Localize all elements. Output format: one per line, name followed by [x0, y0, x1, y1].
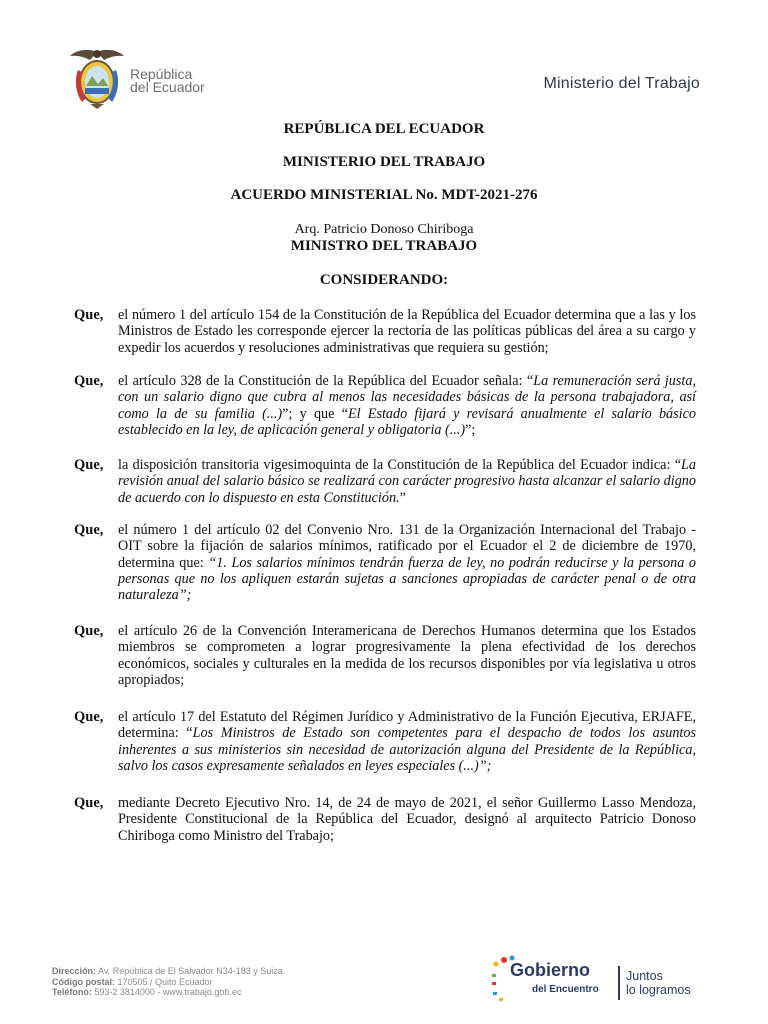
gov-logo-title: Gobierno [510, 960, 590, 980]
paragraph-text: ”; y que “ [282, 405, 348, 422]
phone-value: 593-2 3814000 - www.trabajo.gob.ec [94, 987, 242, 997]
que-label: Que, [74, 795, 104, 811]
republica-ecuador-logo [68, 46, 218, 110]
coat-of-arms-icon [68, 46, 126, 110]
postal-value: 170505 / Quito Ecuador [117, 976, 213, 987]
paragraph-text: el artículo 26 de la Convención Interamericana de Derechos Humanos determina que los Estados miembros se comprometen a lograr progresivamente la plena efectividad de los derechos económicos, sociales y culturales en la medida de los recursos disponibles por vía legislativa u otros apropiados; [118, 623, 696, 688]
considerando-paragraph-1 [74, 307, 696, 356]
logo-line-republica: República [130, 66, 193, 82]
considerando-paragraph-4 [74, 522, 696, 603]
quote-text: La remuneración será justa, con un salario digno que cubra al menos las necesidades básicas de la persona trabajadora, así como la de su familia (...) [118, 373, 696, 422]
paragraph-text: el número 1 del artículo 02 del Convenio Nro. 131 de la Organización Internacional del Trabajo - OIT sobre la fijación de salarios mínimos, ratificado por el Ecuador el 2 de diciembre de 1970, determina que: [118, 522, 696, 571]
quote-text: Los Ministros de Estado son competentes para el despacho de todos los asuntos inherentes a sus ministerios sin necesidad de autorización alguna del Presidente de la República, salvo los casos expresamente señalados en leyes especiales (...)”; [118, 725, 696, 774]
que-label: Que, [74, 307, 104, 323]
que-label: Que, [74, 457, 104, 473]
quote-text: El Estado fijará y revisará anualmente el salario básico establecido en la ley, de aplicación general y obligatoria (...) [118, 405, 697, 438]
quote-text: “1. Los salarios mínimos tendrán fuerza de ley, no podrán reducirse y la persona o personas que no los apliquen estarán sujetas a sanciones apropiadas de carácter penal o de otra naturaleza”; [118, 554, 696, 604]
paragraph-text: la disposición transitoria vigesimoquinta de la Constitución de la República del Ecuador indica: “ [118, 457, 682, 473]
que-label: Que, [74, 709, 104, 725]
paragraph-text: ” [399, 489, 406, 506]
ministry-title: MINISTERIO DEL TRABAJO [282, 154, 486, 170]
considerando-paragraph-2 [74, 373, 696, 438]
gov-logo-divider [618, 966, 620, 1000]
footer-address [52, 966, 285, 998]
que-label: Que, [74, 623, 104, 639]
gobierno-encuentro-logo [490, 952, 730, 1008]
agreement-number: ACUERDO MINISTERIAL No. MDT-2021-276 [230, 187, 538, 203]
que-label: Que, [74, 373, 104, 389]
paragraph-text: el artículo 17 del Estatuto del Régimen Jurídico y Administrativo de la Función Ejecutiva, ERJAFE, determina: “ [118, 709, 696, 742]
quote-text: La revisión anual del salario básico se realizará con carácter progresivo hasta alcanzar el salario digno de acuerdo con lo dispuesto en esta Constitución. [118, 457, 696, 506]
considerando-paragraph-3 [74, 457, 696, 506]
considerando-paragraph-7 [74, 795, 696, 844]
signatory-role: MINISTRO DEL TRABAJO [290, 238, 478, 254]
country-title: REPÚBLICA DEL ECUADOR [283, 121, 485, 137]
que-label: Que, [74, 522, 104, 538]
slogan-line-1: Juntos [626, 969, 663, 983]
signatory-name: Arq. Patricio Donoso Chiriboga [294, 222, 474, 237]
considering-heading: CONSIDERANDO: [319, 272, 449, 288]
considerando-paragraph-5 [74, 623, 696, 688]
paragraph-text: ”; [465, 421, 476, 438]
considerando-paragraph-6 [74, 709, 696, 774]
ministry-header-name: Ministerio del Trabajo [543, 75, 700, 92]
paragraph-text: mediante Decreto Ejecutivo Nro. 14, de 24 de mayo de 2021, el señor Guillermo Lasso Mendoza, Presidente Constitucional de la República del Ecuador, designó al arquitecto Patricio Donoso Chiriboga como Ministro del Trabajo; [118, 795, 696, 844]
postal-label: Código postal: [52, 976, 115, 987]
phone-label: Teléfono: [52, 987, 92, 997]
address-value: Av. República de El Salvador N34-183 y Suiza. [98, 966, 286, 976]
paragraph-text: el número 1 del artículo 154 de la Constitución de la República del Ecuador determina que a las y los Ministros de Estado les corresponde ejercer la rectoría de las políticas públicas del área a su cargo y expedir los acuerdos y resoluciones administrativas que requiera su gestión; [118, 307, 696, 356]
slogan-line-2: lo logramos [626, 983, 691, 997]
address-label: Dirección: [52, 966, 97, 976]
gov-logo-subtitle: del Encuentro [532, 984, 599, 995]
paragraph-text: el artículo 328 de la Constitución de la República del Ecuador señala: “ [118, 373, 534, 389]
logo-line-ecuador: del Ecuador [130, 79, 205, 95]
